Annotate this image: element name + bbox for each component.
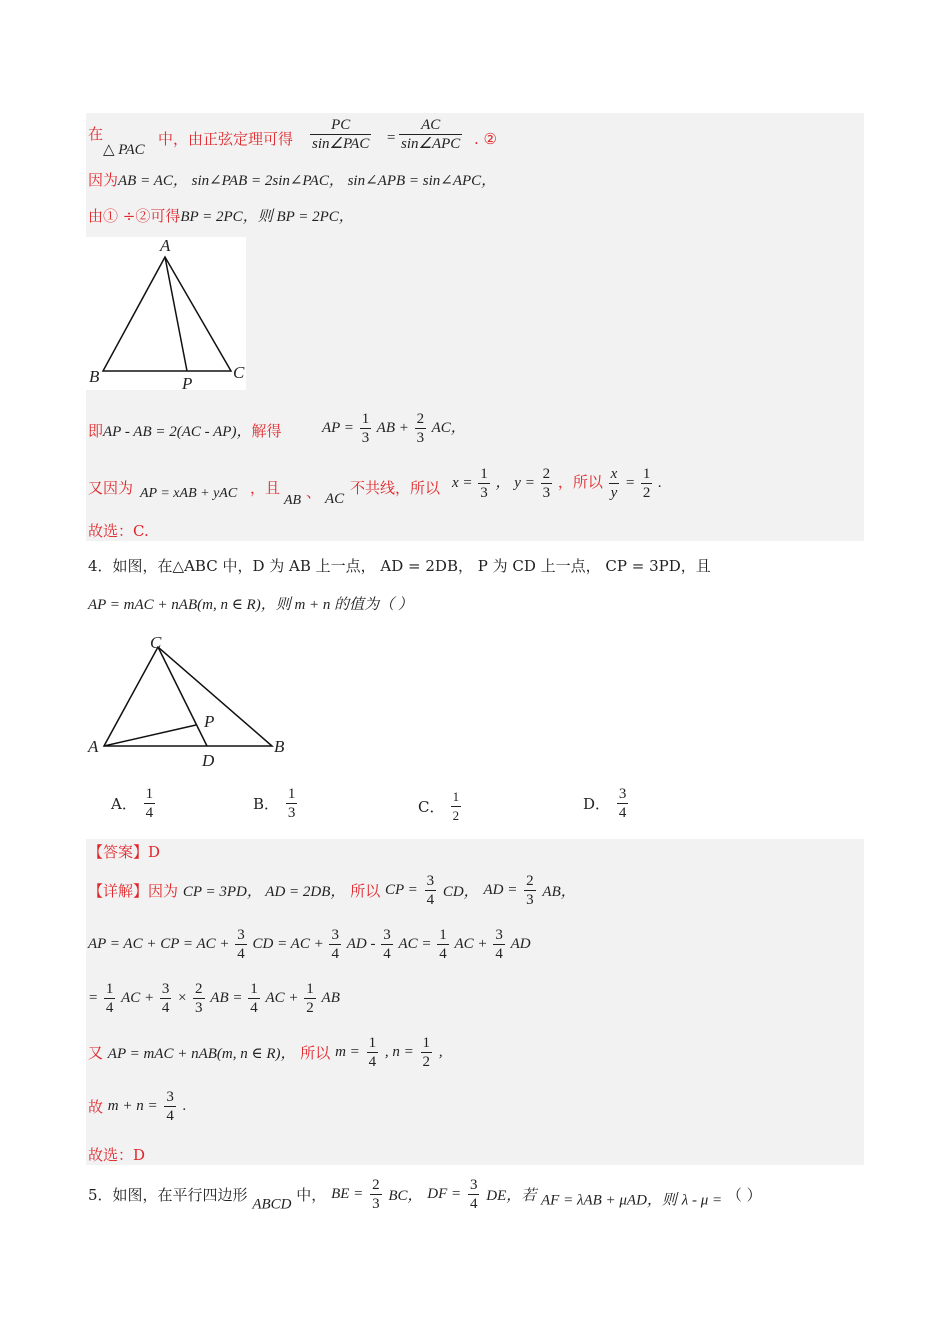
q3-figure xyxy=(86,237,246,390)
q4-label-p: P xyxy=(204,712,215,731)
q3-label-c: C xyxy=(233,363,245,382)
q4-option-a[interactable]: A． $\frac{1}{4}$ xyxy=(111,786,154,821)
q4-label-b: B xyxy=(274,737,285,756)
q3-sine-fraction-2: $\frac{AC}{\text{sin∠APC}}$ xyxy=(401,117,461,152)
q4-label-a: A xyxy=(88,737,99,756)
q3-label-b: B xyxy=(89,367,100,386)
q3-line5-ab: AB xyxy=(284,493,302,508)
q3-line5-and: ，且 xyxy=(250,479,281,497)
q4-option-c[interactable]: C． $\frac{1}{2}$ xyxy=(418,789,460,823)
q4-stem-line1: 4．如图，在△ABC 中，D 为 AB 上一点， AD = 2DB， P 为 CD 上一点， CP = 3PD，且 xyxy=(88,557,711,575)
q4-triangle-diagram xyxy=(86,630,296,770)
q4-detail-line2: AP = AC + CP = AC + $\frac{3}{4}$ CD = AC + $\frac{3}{4}$ AD - $\frac{3}{4}$ AC = $\frac{1}{4}$ AC + $\frac{3}{4}$ AD xyxy=(88,927,531,962)
q5-stem: 5．如图，在平行四边形 ABCD 中， BE = $\frac{2}{3}$ BC， DF = $\frac{3}{4}$ DE，若 AF = λAB + μAD，则 λ - μ = （ ） xyxy=(88,1177,762,1213)
q4-figure xyxy=(86,630,296,770)
q3-sine-fraction-1: $\frac{PC}{\text{sin∠PAC}}$ xyxy=(312,117,370,152)
q3-label-a: A xyxy=(160,237,171,255)
q3-sol-line5-prefix: 又因为 xyxy=(88,479,134,497)
q3-ap-result: AP = $\frac{1}{3}$ AB + $\frac{2}{3}$ AC， xyxy=(322,411,466,446)
q3-line5-sep: 、 xyxy=(306,483,322,501)
q3-circle-2: . ② xyxy=(474,130,497,148)
q3-line5-noncol: 不共线，所以 xyxy=(350,479,441,497)
q4-final-answer: 故选：D xyxy=(88,1146,146,1164)
q3-sol-line1: 在 xyxy=(88,125,104,143)
q3-answer: 故选：C. xyxy=(88,522,149,540)
q4-option-d[interactable]: D． $\frac{3}{4}$ xyxy=(583,786,627,821)
q3-line5-expr: AP = xAB + yAC xyxy=(140,486,238,501)
q3-eq-sign: = xyxy=(386,130,397,146)
q4-detail-line1: 【详解】因为 CP = 3PD， AD = 2DB， 所以 CP = $\frac{3}{4}$ CD， AD = $\frac{2}{3}$ AB， xyxy=(88,873,576,908)
q3-triangle-pac: △ PAC xyxy=(103,142,145,158)
q4-answer-tag: 【答案】D xyxy=(88,843,161,861)
q4-detail-line4: 又 AP = mAC + nAB(m, n ∈ R)， 所以 m = $\frac{1}{4}$ , n = $\frac{1}{2}$ , xyxy=(88,1035,443,1070)
q3-line5-ac: AC xyxy=(325,491,345,507)
q4-option-b[interactable]: B． $\frac{1}{3}$ xyxy=(253,786,296,821)
q4-label-c: C xyxy=(150,633,162,652)
q3-sol-line3: 由① ÷②可得BP = 2PC，则 BP = 2PC， xyxy=(88,207,354,225)
q4-label-d: D xyxy=(202,751,215,770)
q3-sol-line2: 因为AB = AC， sin∠PAB = 2sin∠PAC， sin∠APB = sin∠APC， xyxy=(88,171,497,189)
q4-stem-line2: AP = mAC + nAB(m, n ∈ R)，则 m + n 的值为（ ） xyxy=(88,597,413,613)
q4-detail-line5: 故 m + n = $\frac{3}{4}$ . xyxy=(88,1089,187,1124)
q4-detail-line3: = $\frac{1}{4}$ AC + $\frac{3}{4}$ × $\frac{2}{3}$ AB = $\frac{1}{4}$ AC + $\frac{1}{2}$ AB xyxy=(88,981,340,1016)
q3-triangle-diagram xyxy=(86,237,246,390)
q3-sine-law-text: 中，由正弦定理可得 xyxy=(158,130,294,148)
q3-label-p: P xyxy=(182,374,193,390)
q3-line5-values: x = $\frac{1}{3}$ ， y = $\frac{2}{3}$ ，所以 $\frac{x}{y}$ = $\frac{1}{2}$ . xyxy=(452,466,662,501)
q3-sol-line4: 即AP - AB = 2(AC - AP)，解得 xyxy=(88,422,282,440)
